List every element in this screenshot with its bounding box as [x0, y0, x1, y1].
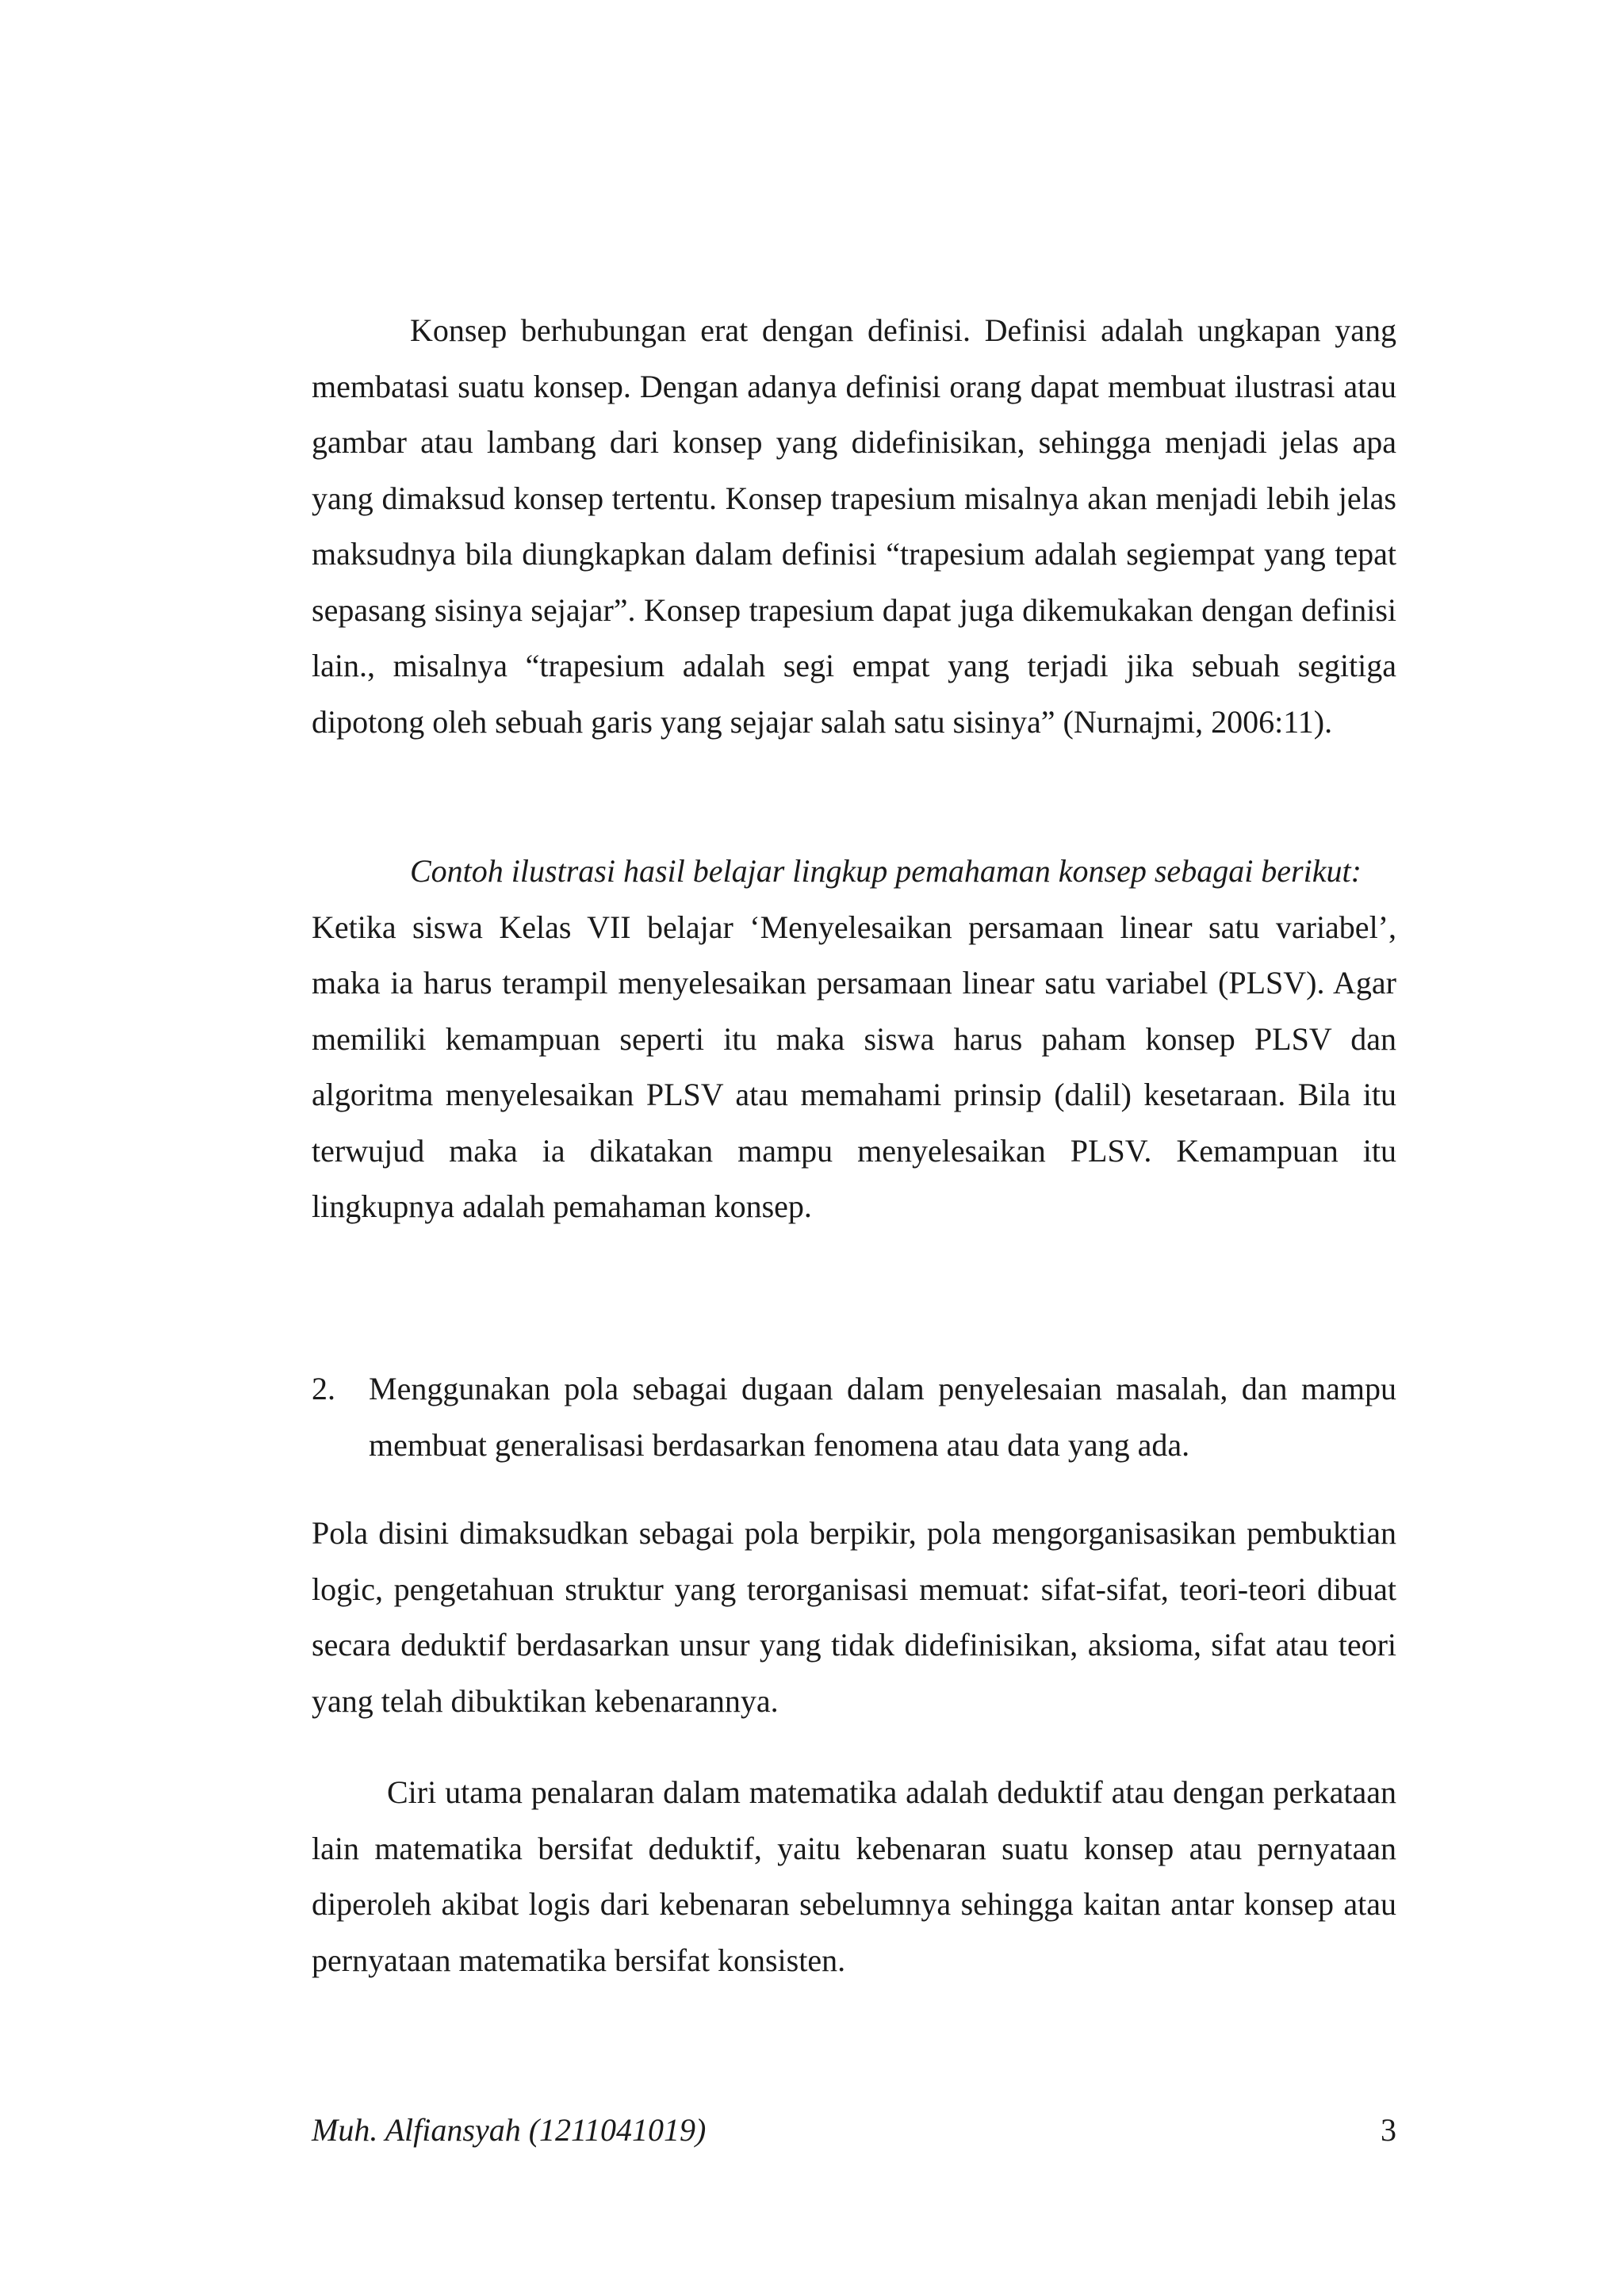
list-item-text: Menggunakan pola sebagai dugaan dalam penyelesaian masalah, dan mampu membuat generalisasi berdasarkan fenomena atau data yang ada.	[369, 1371, 1396, 1463]
paragraph-pola: Pola disini dimaksudkan sebagai pola berpikir, pola mengorganisasikan pembuktian logic, pengetahuan struktur yang terorganisasi memuat: sifat-sifat, teori-teori dibuat secara deduktif berdasarkan unsur yang tidak didefinisikan, aksioma, sifat atau teori yang telah dibuktikan kebenarannya.	[312, 1515, 1396, 1719]
footer-author: Muh. Alfiansyah (1211041019)	[312, 2112, 707, 2148]
paragraph-italic-lead: Contoh ilustrasi hasil belajar lingkup pemahaman konsep sebagai berikut:	[410, 853, 1362, 889]
list-number: 2.	[312, 1371, 335, 1406]
paragraph-ciri-utama: Ciri utama penalaran dalam matematika adalah deduktif atau dengan perkataan lain matematika bersifat deduktif, yaitu kebenaran suatu konsep atau pernyataan diperoleh akibat logis dari kebenaran sebelumnya sehingga kaitan antar konsep atau pernyataan matematika bersifat konsisten.	[312, 1774, 1396, 1978]
page-number: 3	[1381, 2112, 1396, 2148]
paragraph-contoh-ilustrasi	[312, 844, 1396, 1235]
list-item-2	[312, 1361, 1396, 1473]
paragraph-konsep-definisi: Konsep berhubungan erat dengan definisi. Definisi adalah ungkapan yang membatasi suatu konsep. Dengan adanya definisi orang dapat membuat ilustrasi atau gambar atau lambang dari konsep yang didefinisikan, sehingga menjadi jelas apa yang dimaksud konsep tertentu. Konsep trapesium misalnya akan menjadi lebih jelas maksudnya bila diungkapkan dalam definisi “trapesium adalah segiempat yang tepat sepasang sisinya sejajar”. Konsep trapesium dapat juga dikemukakan dengan definisi lain., misalnya “trapesium adalah segi empat yang terjadi jika sebuah segitiga dipotong oleh sebuah garis yang sejajar salah satu sisinya” (Nurnajmi, 2006:11).	[312, 312, 1396, 740]
paragraph-contoh-body: Ketika siswa Kelas VII belajar ‘Menyelesaikan persamaan linear satu variabel’, maka ia harus terampil menyelesaikan persamaan linear satu variabel (PLSV). Agar memiliki kemampuan seperti itu maka siswa harus paham konsep PLSV dan algoritma menyelesaikan PLSV atau memahami prinsip (dalil) kesetaraan. Bila itu terwujud maka ia dikatakan mampu menyelesaikan PLSV. Kemampuan itu lingkupnya adalah pemahaman konsep.	[312, 909, 1396, 1224]
